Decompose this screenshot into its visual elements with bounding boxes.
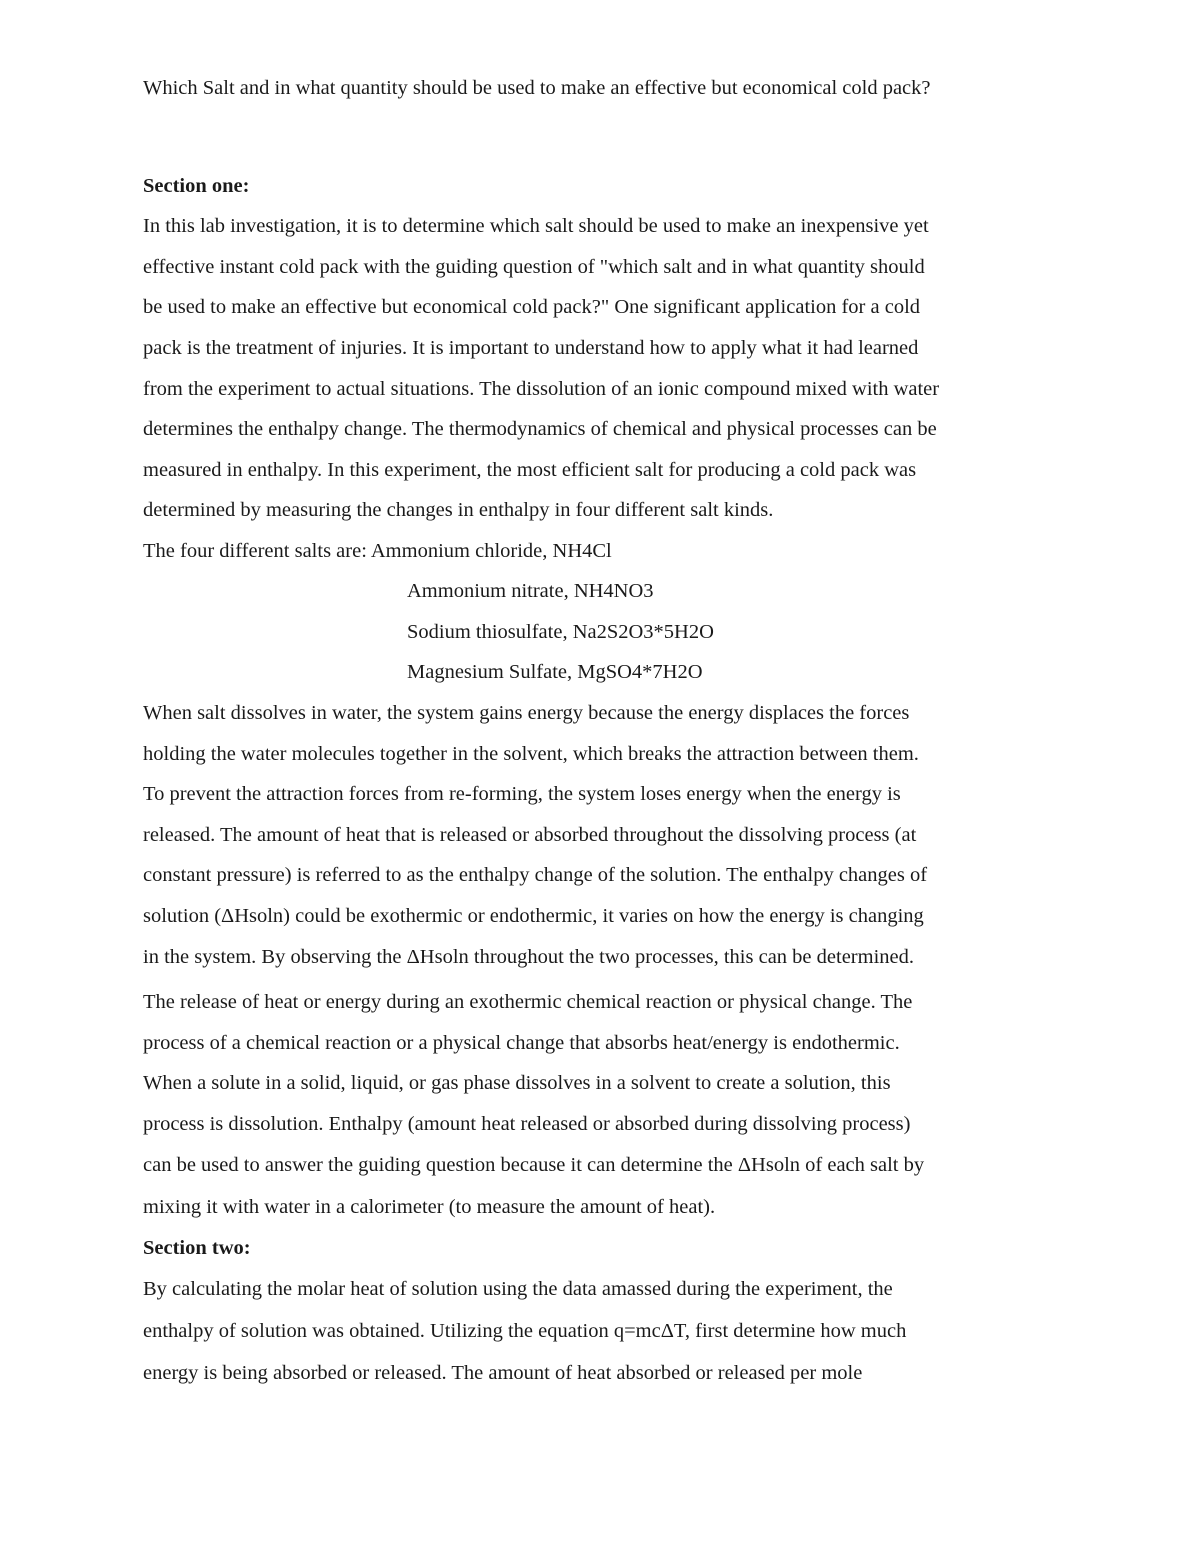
paragraph-line: from the experiment to actual situations. The dissolution of an ionic compound mixed with water <box>143 378 940 400</box>
salt-list-item: Ammonium nitrate, NH4NO3 <box>407 580 654 602</box>
paragraph-line: be used to make an effective but economical cold pack?" One significant application for a cold <box>143 296 921 318</box>
paragraph-line: When a solute in a solid, liquid, or gas phase dissolves in a solvent to create a solution, this <box>143 1072 891 1094</box>
section-one-heading: Section one: <box>143 175 250 197</box>
paragraph-line: determines the enthalpy change. The thermodynamics of chemical and physical processes can be <box>143 418 937 440</box>
paragraph-line: holding the water molecules together in the solvent, which breaks the attraction between them. <box>143 743 919 765</box>
salt-list-item: Magnesium Sulfate, MgSO4*7H2O <box>407 661 703 683</box>
paragraph-line: By calculating the molar heat of solution using the data amassed during the experiment, the <box>143 1278 893 1300</box>
paragraph-line: pack is the treatment of injuries. It is important to understand how to apply what it had learned <box>143 337 919 359</box>
paragraph-line: solution (ΔHsoln) could be exothermic or endothermic, it varies on how the energy is changing <box>143 905 924 927</box>
paragraph-line: When salt dissolves in water, the system gains energy because the energy displaces the forces <box>143 702 910 724</box>
paragraph-line: determined by measuring the changes in enthalpy in four different salt kinds. <box>143 499 774 521</box>
paragraph-line: mixing it with water in a calorimeter (to measure the amount of heat). <box>143 1196 716 1218</box>
paragraph-line: To prevent the attraction forces from re-forming, the system loses energy when the energy is <box>143 783 901 805</box>
paragraph-line: in the system. By observing the ΔHsoln throughout the two processes, this can be determined. <box>143 946 914 968</box>
paragraph-line: process is dissolution. Enthalpy (amount heat released or absorbed during dissolving process) <box>143 1113 911 1135</box>
paragraph-line: enthalpy of solution was obtained. Utilizing the equation q=mcΔT, first determine how much <box>143 1320 907 1342</box>
guiding-question: Which Salt and in what quantity should be used to make an effective but economical cold pack? <box>143 77 931 99</box>
paragraph-line: can be used to answer the guiding question because it can determine the ΔHsoln of each salt by <box>143 1154 925 1176</box>
section-two-heading: Section two: <box>143 1237 251 1259</box>
salts-intro-line: The four different salts are: Ammonium chloride, NH4Cl <box>143 540 612 562</box>
paragraph-line: effective instant cold pack with the guiding question of "which salt and in what quantity should <box>143 256 925 278</box>
paragraph-line: released. The amount of heat that is released or absorbed throughout the dissolving process (at <box>143 824 917 846</box>
paragraph-line: energy is being absorbed or released. The amount of heat absorbed or released per mole <box>143 1362 863 1384</box>
paragraph-line: The release of heat or energy during an exothermic chemical reaction or physical change. The <box>143 991 913 1013</box>
paragraph-line: constant pressure) is referred to as the enthalpy change of the solution. The enthalpy changes of <box>143 864 928 886</box>
paragraph-line: In this lab investigation, it is to determine which salt should be used to make an inexpensive yet <box>143 215 929 237</box>
paragraph-line: measured in enthalpy. In this experiment, the most efficient salt for producing a cold pack was <box>143 459 917 481</box>
paragraph-line: process of a chemical reaction or a physical change that absorbs heat/energy is endothermic. <box>143 1032 900 1054</box>
salt-list-item: Sodium thiosulfate, Na2S2O3*5H2O <box>407 621 714 643</box>
